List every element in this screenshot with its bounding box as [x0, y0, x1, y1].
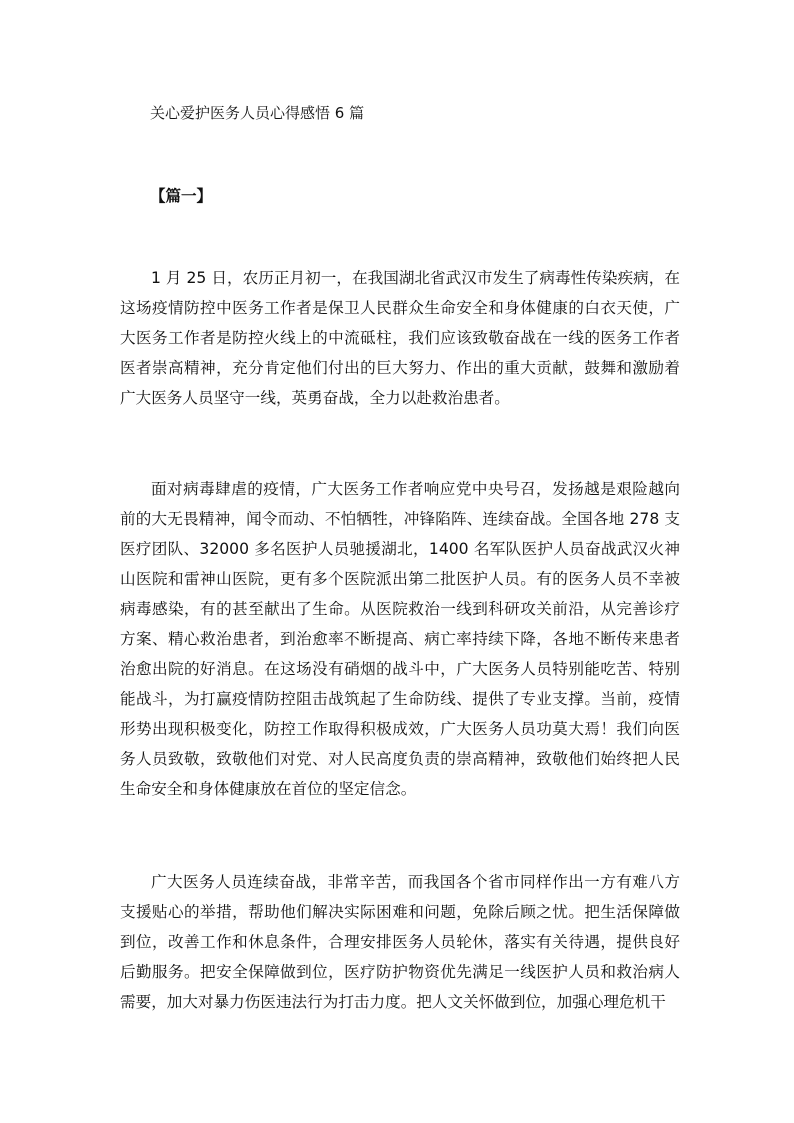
body-paragraph-2: 面对病毒肆虐的疫情，广大医务工作者响应党中央号召，发扬越是艰险越向前的大无畏精神，闻令而动、不怕牺牲，冲锋陷阵、连续奋战。全国各地 278 支医疗团队、32000 多名医护人员驰援湖北，1400 名军队医护人员奋战武汉火神山医院和雷神山医院，更有多个医院派出第二批医护人员。有的医务人员不幸被病毒感染，有的甚至献出了生命。从医院救治一线到科研攻关前沿，从完善诊疗方案、精心救治患者，到治愈率不断提高、病亡率持续下降，各地不断传来患者治愈出院的好消息。在这场没有硝烟的战斗中，广大医务人员特别能吃苦、特别能战斗，为打赢疫情防控阻击战筑起了生命防线、提供了专业支撑。当前，疫情形势出现积极变化，防控工作取得积极成效，广大医务人员功莫大焉！我们向医务人员致敬，致敬他们对党、对人民高度负责的崇高精神，致敬他们始终把人民生命安全和身体健康放在首位的坚定信念。 — [120, 480, 680, 798]
section-heading: 【篇一】 — [150, 187, 213, 205]
document-title: 关心爱护医务人员心得感悟 6 篇 — [150, 104, 365, 122]
body-paragraph-1: 1 月 25 日，农历正月初一，在我国湖北省武汉市发生了病毒性传染疾病，在这场疫情防控中医务工作者是保卫人民群众生命安全和身体健康的白衣天使，广大医务工作者是防控火线上的中流砥柱，我们应该致敬奋战在一线的医务工作者医者崇高精神，充分肯定他们付出的巨大努力、作出的重大贡献，鼓舞和激励着广大医务人员坚守一线，英勇奋战，全力以赴救治患者。 — [120, 269, 680, 407]
body-paragraph-3: 广大医务人员连续奋战，非常辛苦，而我国各个省市同样作出一方有难八方支援贴心的举措，帮助他们解决实际困难和问题，免除后顾之忧。把生活保障做到位，改善工作和休息条件，合理安排医务人员轮休，落实有关待遇，提供良好后勤服务。把安全保障做到位，医疗防护物资优先满足一线医护人员和救治病人需要，加大对暴力伤医违法行为打击力度。把人文关怀做到位，加强心理危机干 — [120, 873, 680, 1011]
